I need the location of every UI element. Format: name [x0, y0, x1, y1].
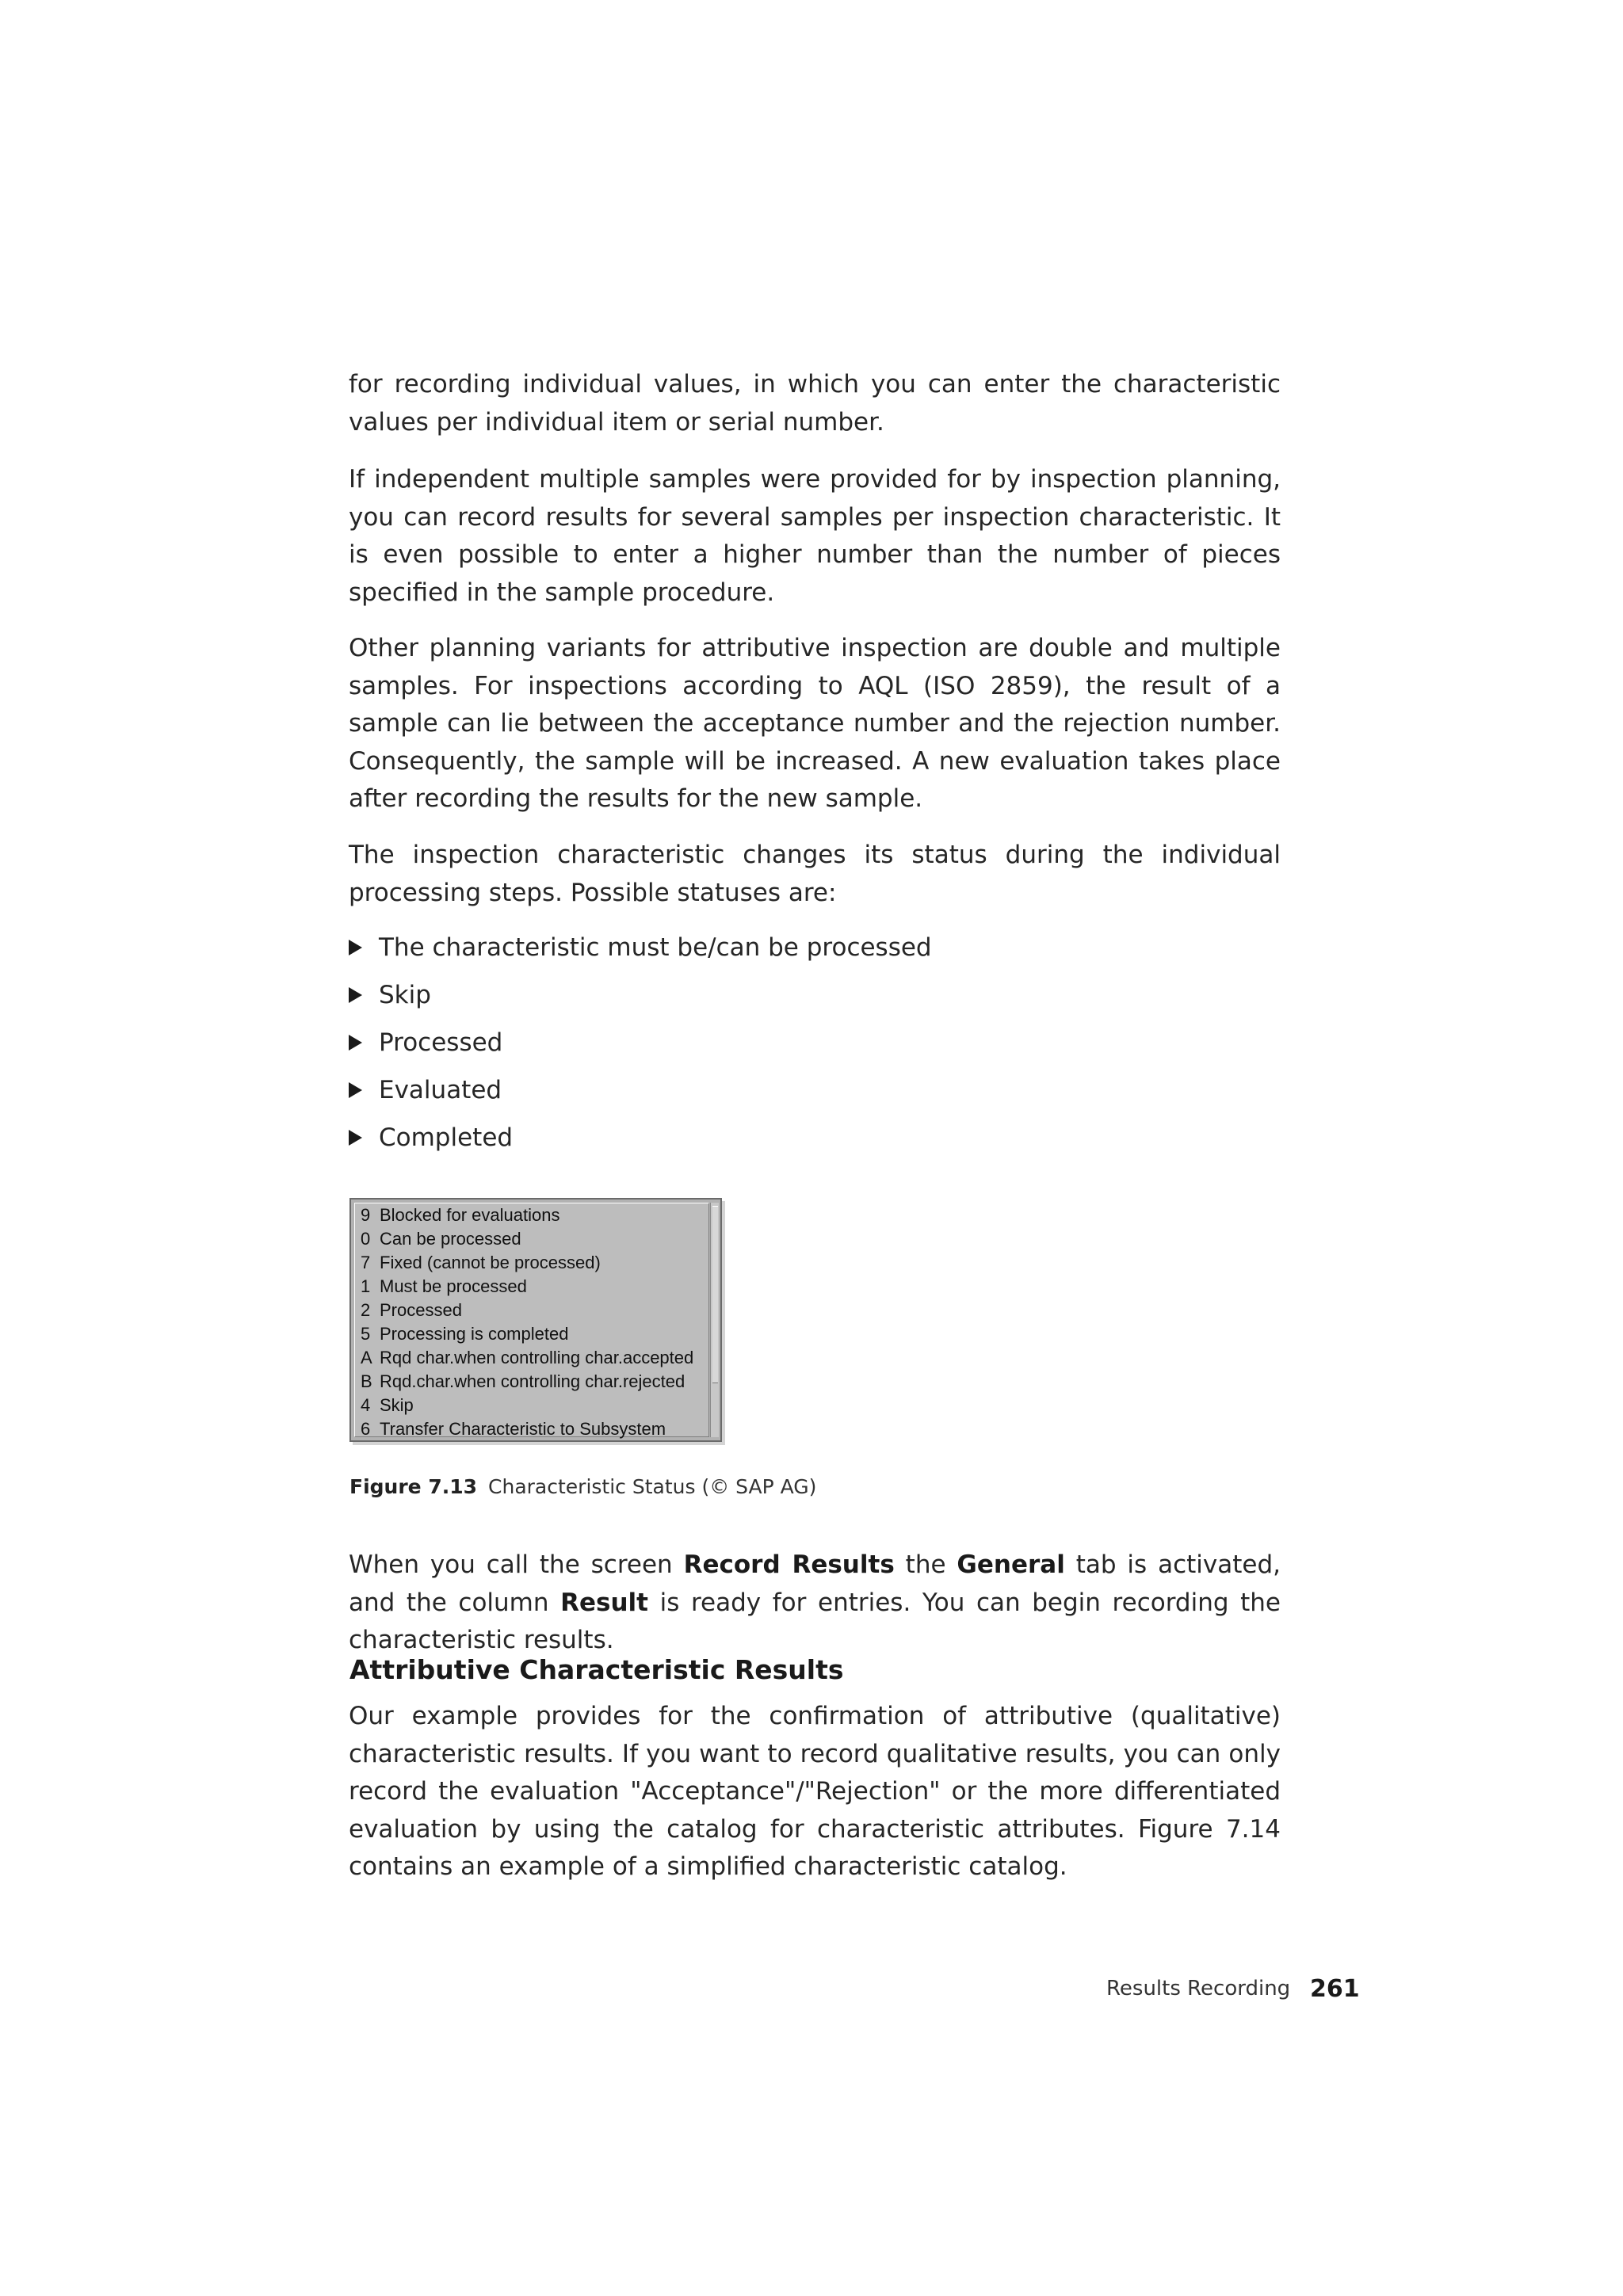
status-code: 4 — [361, 1395, 371, 1415]
status-code: 0 — [361, 1229, 371, 1249]
status-option[interactable] — [361, 1322, 568, 1346]
status-code: 2 — [361, 1300, 371, 1320]
running-footer-title: Results Recording — [1106, 1977, 1291, 2000]
ui-term-result: Result — [560, 1588, 649, 1617]
list-item — [349, 1071, 1281, 1119]
status-label: Skip — [380, 1395, 414, 1415]
status-option[interactable] — [361, 1346, 693, 1370]
status-option[interactable] — [361, 1394, 414, 1417]
status-label: Fixed (cannot be processed) — [380, 1253, 601, 1272]
status-label: Blocked for evaluations — [380, 1205, 560, 1225]
bullet-text: Evaluated — [379, 1076, 502, 1104]
figure-label: Figure 7.13 — [349, 1475, 478, 1498]
bullet-triangle-icon — [349, 1082, 362, 1098]
status-option[interactable] — [361, 1370, 685, 1394]
bullet-text: Completed — [379, 1123, 514, 1152]
text-run: is ready for entries. You can begin recording the characteristic results. — [349, 1588, 1281, 1654]
figure-caption — [349, 1475, 816, 1498]
paragraph-individual-values: for recording individual values, in which you can enter the characteristic values per individual item or serial number. — [349, 370, 1281, 437]
ui-term-general: General — [957, 1550, 1065, 1579]
status-option[interactable] — [361, 1203, 559, 1227]
bullet-triangle-icon — [349, 1130, 362, 1146]
paragraph-planning-variants: Other planning variants for attributive inspection are double and multiple samples. For inspections according to AQL (ISO 2859), the result of a sample can lie between the acceptance number and the rejection number. Consequently, the sample will be increased. A new evaluation takes place after recording the results for the new sample. — [349, 634, 1281, 813]
paragraph-attributive-results: Our example provides for the confirmation of attributive (qualitative) characteristic results. If you want to record qualitative results, you can only record the evaluation "Acceptance"/"Rejection" or the more differentiated evaluation by using the catalog for characteristic attributes. Figure 7.14 contains an example of a simplified characteristic catalog. — [349, 1702, 1281, 1881]
list-item — [349, 976, 1281, 1024]
paragraph-multiple-samples: If independent multiple samples were provided for by inspection planning, you can record results for several samples per inspection characteristic. It is even possible to enter a higher number than the number of pieces specified in the sample procedure. — [349, 465, 1281, 607]
status-code: 6 — [361, 1419, 371, 1439]
bullet-triangle-icon — [349, 987, 362, 1003]
paragraph-record-results — [349, 1547, 1281, 1660]
status-bullet-list — [349, 929, 1281, 1166]
listbox-scrollbar[interactable] — [710, 1203, 719, 1437]
bullet-text: The characteristic must be/can be processed — [379, 933, 932, 962]
section-heading: Attributive Characteristic Results — [349, 1654, 844, 1685]
status-code: B — [361, 1371, 372, 1391]
ui-term-record-results: Record Results — [683, 1550, 895, 1579]
status-label: Can be processed — [380, 1229, 521, 1249]
text-run: the — [894, 1550, 957, 1579]
bullet-triangle-icon — [349, 940, 362, 955]
list-item — [349, 1024, 1281, 1071]
status-label: Rqd.char.when controlling char.rejected — [380, 1371, 685, 1391]
status-label: Processing is completed — [380, 1324, 569, 1344]
status-code: 1 — [361, 1276, 371, 1296]
bullet-text: Skip — [379, 981, 431, 1009]
scrollbar-thumb[interactable] — [712, 1206, 718, 1383]
status-code: 5 — [361, 1324, 371, 1344]
status-code: A — [361, 1348, 372, 1367]
status-label: Must be processed — [380, 1276, 527, 1296]
list-item — [349, 1119, 1281, 1166]
listbox-body — [354, 1203, 709, 1437]
figure-caption-text: Characteristic Status (© SAP AG) — [488, 1475, 817, 1498]
list-item — [349, 929, 1281, 976]
status-option[interactable] — [361, 1299, 462, 1322]
status-label: Rqd char.when controlling char.accepted — [380, 1348, 694, 1367]
text-run: tab is activated, and the column — [349, 1550, 1281, 1617]
bullet-text: Processed — [379, 1028, 503, 1057]
paragraph-status-intro: The inspection characteristic changes its status during the individual processing steps. Possible statuses are: — [349, 841, 1281, 907]
status-label: Processed — [380, 1300, 462, 1320]
status-code: 7 — [361, 1253, 371, 1272]
status-code: 9 — [361, 1205, 371, 1225]
status-option[interactable] — [361, 1251, 601, 1275]
status-option[interactable] — [361, 1417, 666, 1441]
text-run: When you call the screen — [349, 1550, 684, 1579]
characteristic-status-listbox[interactable] — [349, 1198, 722, 1442]
bullet-triangle-icon — [349, 1035, 362, 1051]
page-number: 261 — [1310, 1975, 1360, 2003]
status-option[interactable] — [361, 1227, 521, 1251]
status-option[interactable] — [361, 1275, 527, 1299]
status-label: Transfer Characteristic to Subsystem — [380, 1419, 666, 1439]
